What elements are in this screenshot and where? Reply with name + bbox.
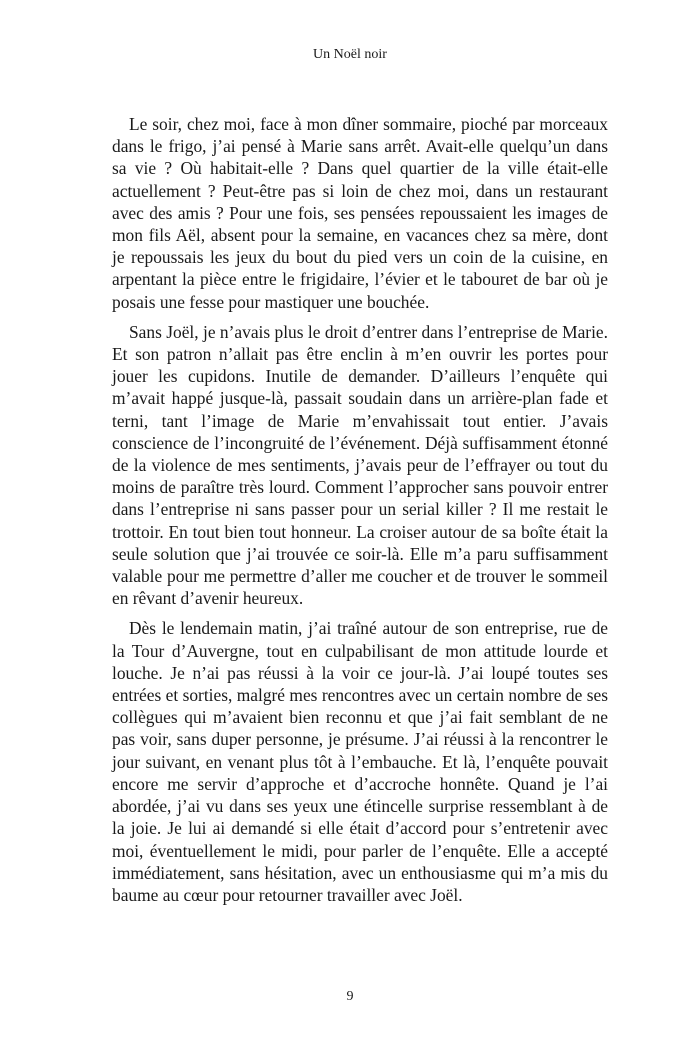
body-text xyxy=(112,113,608,914)
paragraph: Le soir, chez moi, face à mon dîner sommaire, pioché par morceaux dans le frigo, j’ai pensé à Marie sans arrêt. Avait-elle quelqu’un dans sa vie ? Où habitait-elle ? Dans quel quartier de la ville était-elle actuellement ? Peut-être pas si loin de chez moi, dans un restaurant avec des amis ? Pour une fois, ses pensées repoussaient les images de mon fils Aël, absent pour la semaine, en vacances chez sa mère, dont je repoussais les jeux du bout du pied vers un coin de la cuisine, en arpentant la pièce entre le frigidaire, l’évier et le tabouret de bar où je posais une fesse pour mastiquer une bouchée. xyxy=(112,114,608,312)
running-head: Un Noël noir xyxy=(313,47,387,62)
page-number: 9 xyxy=(346,989,354,1004)
paragraph: Sans Joël, je n’avais plus le droit d’entrer dans l’entreprise de Marie. Et son patron n’allait pas être enclin à m’en ouvrir les portes pour jouer les cupidons. Inutile de demander. D’ailleurs l’enquête qui m’avait happé jusque-là, passait soudain dans un arrière-plan fade et terni, tant l’image de Marie m’envahissait tout entier. J’avais conscience de l’incongruité de l’événement. Déjà suffisamment étonné de la violence de mes sentiments, j’avais peur de l’effrayer ou tout du moins de paraître très lourd. Comment l’approcher sans pouvoir entrer dans l’entreprise ni sans passer pour un serial killer ? Il me restait le trottoir. En tout bien tout honneur. La croiser autour de sa boîte était la seule solution que j’ai trouvée ce soir-là. Elle m’a paru suffisamment valable pour me permettre d’aller me coucher et de trouver le sommeil en rêvant d’avenir heureux. xyxy=(112,321,608,609)
paragraph: Dès le lendemain matin, j’ai traîné autour de son entreprise, rue de la Tour d’Auvergne, tout en culpabilisant de mon attitude lourde et louche. Je n’ai pas réussi à la voir ce jour-là. J’ai loupé toutes ses entrées et sorties, malgré mes rencontres avec un certain nombre de ses collègues qui m’avaient bien reconnu et que j’ai fait semblant de ne pas voir, sans duper personne, je présume. J’ai réussi à la rencontrer le jour suivant, en venant plus tôt à l’embauche. Et là, l’enquête pouvait encore me servir d’approche et d’accroche honnête. Quand je l’ai abordée, j’ai vu dans ses yeux une étincelle surprise ressemblant à de la joie. Je lui ai demandé si elle était d’accord pour s’entretenir avec moi, éventuellement le midi, pour parler de l’enquête. Elle a accepté immédiatement, sans hésitation, avec un enthousiasme qui m’a mis du baume au cœur pour retourner travailler avec Joël. xyxy=(112,618,608,905)
